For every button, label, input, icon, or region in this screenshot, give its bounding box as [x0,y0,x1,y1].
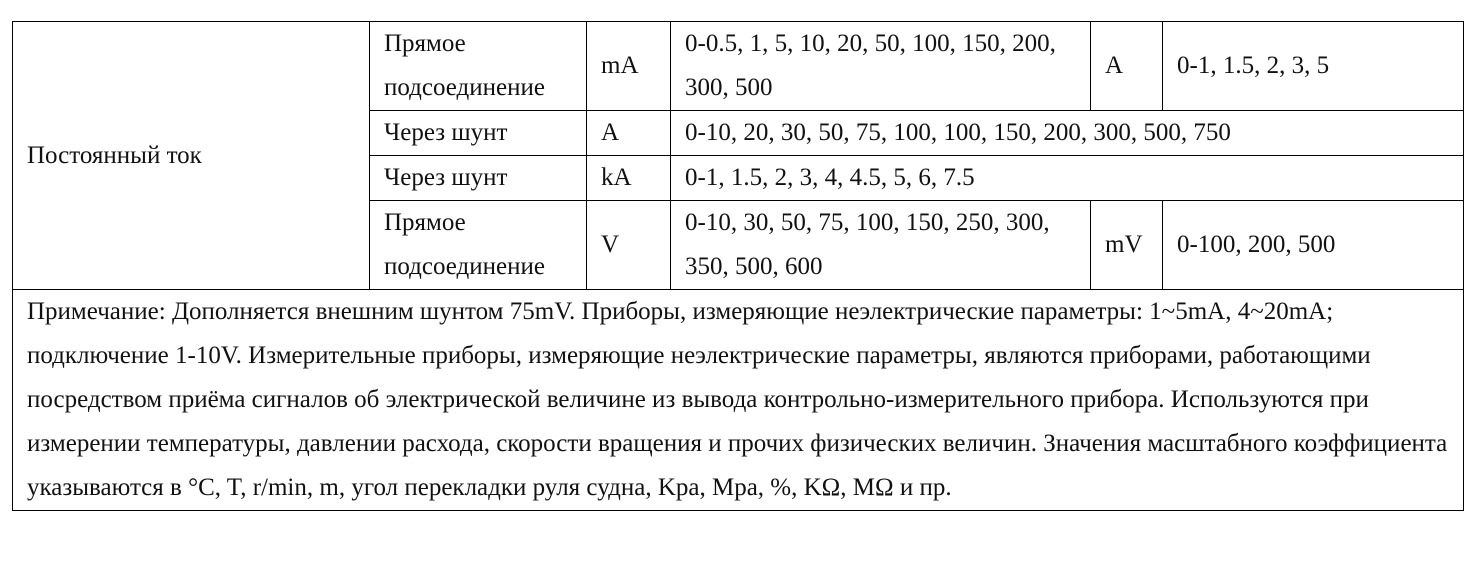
connection-cell: Через шунт [370,156,587,201]
note-text: Примечание: Дополняется внешним шунтом 75mV. Приборы, измеряющие неэлектрические параметры: 1~5mA, 4~20mA; подключение 1-10V. Измерительные приборы, измеряющие неэлектрические параметры, являются приборами, работающими посредством приёма сигналов об электрической величине из вывода контрольно-измерительного прибора. Используются при измерении температуры, давлении расхода, скорости вращения и прочих физических величин. Значения масштабного коэффициента указываются в °C, T, r/min, m, угол перекладки руля судна, Kpa, Mpa, %, KΩ, MΩ и пр. [13,290,1464,511]
connection-cell: Прямое подсоединение [370,201,587,290]
note-row [13,290,1464,511]
unit-cell: V [587,201,671,290]
unit-cell: mA [587,22,671,111]
ranges-cell-secondary: 0-1, 1.5, 2, 3, 5 [1163,22,1464,111]
unit-cell-secondary: mV [1091,201,1163,290]
unit-cell: kA [587,156,671,201]
table-row [13,22,1464,111]
connection-cell: Прямое подсоединение [370,22,587,111]
ranges-cell: 0-10, 30, 50, 75, 100, 150, 250, 300, 350, 500, 600 [671,201,1091,290]
category-cell: Постоянный ток [13,22,370,290]
specification-table [12,21,1464,511]
connection-cell: Через шунт [370,111,587,156]
unit-cell: A [587,111,671,156]
unit-cell-secondary: A [1091,22,1163,111]
ranges-cell: 0-1, 1.5, 2, 3, 4, 4.5, 5, 6, 7.5 [671,156,1464,201]
ranges-cell-secondary: 0-100, 200, 500 [1163,201,1464,290]
ranges-cell: 0-10, 20, 30, 50, 75, 100, 100, 150, 200, 300, 500, 750 [671,111,1464,156]
ranges-cell: 0-0.5, 1, 5, 10, 20, 50, 100, 150, 200, 300, 500 [671,22,1091,111]
